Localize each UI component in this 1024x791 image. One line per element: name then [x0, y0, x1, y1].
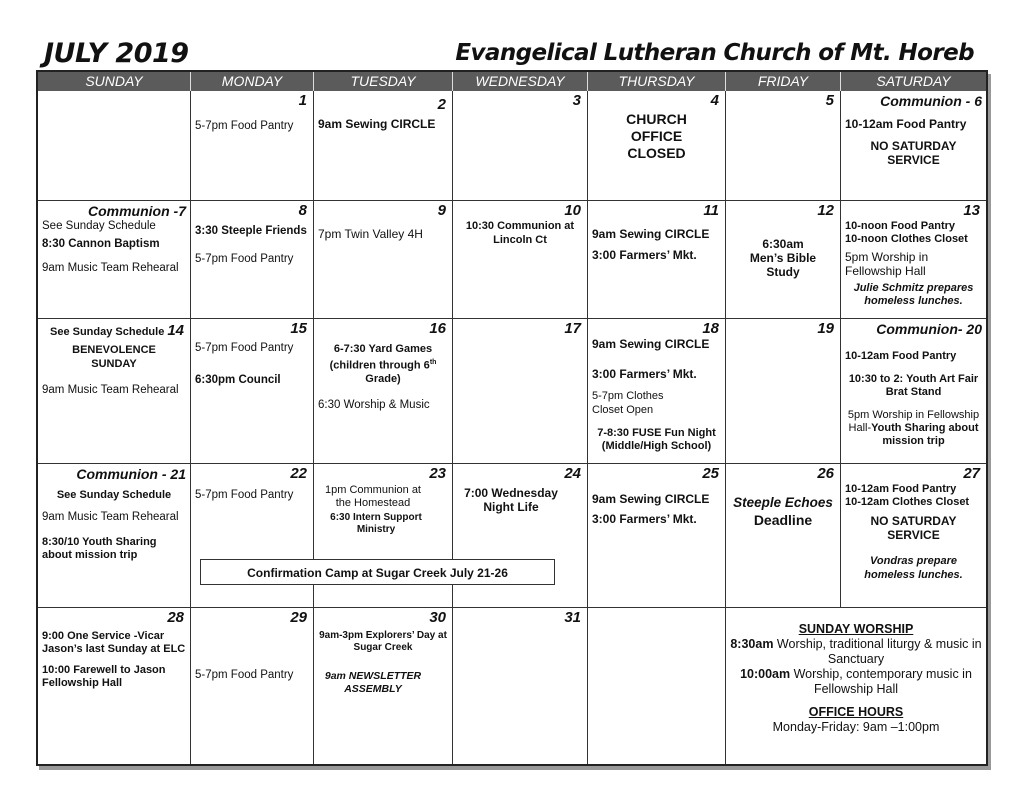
day-number: 31 — [564, 609, 581, 626]
worship-line-2 — [730, 667, 982, 697]
event-text: 10-noon Clothes Closet — [845, 233, 968, 245]
event-text: 7-8:30 FUSE Fun Night (Middle/High School) — [597, 427, 716, 452]
day-cell-7 — [38, 201, 191, 319]
event-text: 10:30 Communion at Lincoln Ct — [465, 220, 575, 246]
event-text: Deadline — [753, 512, 813, 528]
day-number: 5 — [825, 92, 834, 109]
office-hours-heading: OFFICE HOURS — [808, 705, 904, 719]
day-number: 4 — [710, 92, 719, 109]
day-cell-18 — [588, 319, 726, 464]
event-text: 10-12am Food Pantry — [845, 117, 967, 131]
day-number: 27 — [963, 465, 980, 482]
event-text: 6:30 Intern Support Ministry — [330, 512, 422, 535]
day-number: 16 — [429, 320, 446, 337]
event-text: 9am Sewing CIRCLE — [592, 227, 710, 241]
event-text: 5-7pm Food Pantry — [195, 253, 294, 265]
event-text: 9am Sewing CIRCLE — [318, 117, 436, 131]
day-number: 23 — [429, 465, 446, 482]
day-cell-28 — [38, 608, 191, 764]
event-text: 5-7pm Food Pantry — [195, 489, 294, 501]
day-cell-15 — [191, 319, 314, 464]
event-text: 5-7pm Clothes Closet Open — [592, 390, 664, 416]
event-text: 10-12am Food Pantry — [845, 350, 957, 362]
event-text: 8:30 Cannon Baptism — [42, 238, 160, 250]
event-text: 10:00 Farewell to Jason Fellowship Hall — [42, 664, 166, 689]
day-cell-5 — [726, 91, 841, 201]
day-cell-4 — [588, 91, 726, 201]
communion-title: Communion - 6 — [880, 93, 982, 109]
event-text: NO SATURDAY SERVICE — [870, 514, 957, 542]
communion-title: Communion -7 — [88, 203, 186, 219]
day-number: 10 — [564, 202, 581, 219]
info-box — [726, 608, 986, 764]
day-cell-31 — [453, 608, 588, 764]
event-text: 5-7pm Food Pantry — [195, 342, 294, 354]
day-number: 15 — [290, 320, 307, 337]
day-cell-23 — [314, 464, 453, 608]
event-text-part: 6-7:30 Yard Games (children through 6 — [329, 343, 433, 372]
day-cell-6 — [841, 91, 986, 201]
weekday-saturday: SATURDAY — [876, 73, 951, 89]
day-number: 8 — [298, 202, 307, 219]
day-number: 12 — [817, 202, 834, 219]
worship-time: 8:30am — [730, 637, 774, 651]
day-number: 13 — [963, 202, 980, 219]
weekday-header-row — [38, 72, 986, 91]
day-number: 29 — [290, 609, 307, 626]
day-cell-25 — [588, 464, 726, 608]
day-cell-27 — [841, 464, 986, 608]
worship-desc: Worship, contemporary music in Fellowship Hall — [790, 667, 972, 696]
event-text: Steeple Echoes — [733, 495, 833, 510]
event-text: Julie Schmitz prepares homeless lunches. — [853, 282, 974, 307]
event-text: CHURCH OFFICE CLOSED — [626, 111, 687, 161]
church-name-title: Evangelical Lutheran Church of Mt. Horeb — [455, 40, 974, 66]
event-text: 3:00 Farmers’ Mkt. — [592, 248, 697, 262]
weekday-monday: MONDAY — [191, 72, 314, 91]
event-text — [845, 409, 982, 448]
day-cell-14 — [38, 319, 191, 464]
event-text: 7:00 Wednesday Night Life — [464, 486, 558, 514]
event-text: 1pm Communion at the Homestead — [325, 484, 421, 509]
day-cell-17 — [453, 319, 588, 464]
day-cell-24 — [453, 464, 588, 608]
day-cell-12 — [726, 201, 841, 319]
weekday-thursday: THURSDAY — [588, 72, 726, 91]
day-cell-30 — [314, 608, 453, 764]
day-number: 11 — [703, 202, 719, 219]
weekday-wednesday: WEDNESDAY — [453, 72, 588, 91]
weekday-sunday: SUNDAY — [38, 72, 191, 91]
day-cell-10 — [453, 201, 588, 319]
event-text: See Sunday Schedule — [56, 489, 172, 501]
day-cell-21 — [38, 464, 191, 608]
day-number: 14 — [167, 322, 184, 339]
event-text: 10-noon Food Pantry — [845, 220, 955, 232]
day-number: 17 — [564, 320, 581, 337]
ordinal-suffix: th — [429, 359, 437, 366]
sunday-worship-heading: SUNDAY WORSHIP — [798, 622, 914, 636]
event-text: 3:00 Farmers’ Mkt. — [592, 512, 697, 526]
event-text: 10-12am Food Pantry — [845, 483, 957, 495]
day-number: 2 — [437, 96, 446, 113]
day-cell-19 — [726, 319, 841, 464]
day-cell-16 — [314, 319, 453, 464]
office-hours-text: Monday-Friday: 9am –1:00pm — [772, 720, 940, 734]
day-cell-2 — [314, 91, 453, 201]
event-text: 7pm Twin Valley 4H — [318, 227, 423, 241]
weekday-friday: FRIDAY — [726, 72, 841, 91]
event-text: See Sunday Schedule — [42, 220, 156, 232]
day-cell-empty — [588, 608, 726, 764]
communion-title: Communion - 21 — [76, 466, 186, 482]
event-text-part: Youth Sharing about mission trip — [871, 422, 979, 447]
day-cell-1 — [191, 91, 314, 201]
day-cell-22 — [191, 464, 314, 608]
event-text — [318, 343, 448, 386]
calendar-grid — [36, 70, 988, 766]
event-text: 3:30 Steeple Friends — [195, 225, 307, 237]
day-number: 19 — [817, 320, 834, 337]
event-text: 9am Music Team Rehearal — [42, 384, 179, 396]
day-cell-26 — [726, 464, 841, 608]
event-text: 9am Music Team Rehearal — [42, 262, 179, 274]
day-number: 28 — [167, 609, 184, 626]
event-text: 6:30am Men’s Bible Study — [749, 237, 817, 279]
worship-time: 10:00am — [740, 667, 791, 681]
event-text: See Sunday Schedule — [50, 326, 165, 338]
communion-title: Communion- 20 — [876, 321, 982, 337]
event-text: BENEVOLENCE SUNDAY — [72, 344, 156, 370]
event-text: 9am Music Team Rehearal — [42, 511, 179, 523]
event-text: 3:00 Farmers’ Mkt. — [592, 367, 697, 381]
day-cell-empty — [38, 91, 191, 201]
event-text: 10-12am Clothes Closet — [845, 496, 970, 508]
worship-line-1 — [730, 637, 982, 667]
event-text-part: Grade) — [365, 372, 401, 385]
day-number: 18 — [702, 320, 719, 337]
day-number: 3 — [572, 92, 581, 109]
event-text: 6:30pm Council — [195, 374, 281, 386]
day-cell-20 — [841, 319, 986, 464]
event-text: 9am-3pm Explorers’ Day at Sugar Creek — [319, 630, 447, 653]
day-cell-3 — [453, 91, 588, 201]
day-number: 22 — [290, 465, 307, 482]
event-text: 8:30/10 Youth Sharing about mission trip — [42, 536, 157, 561]
weekday-tuesday: TUESDAY — [314, 72, 453, 91]
day-cell-8 — [191, 201, 314, 319]
day-number: 26 — [817, 465, 834, 482]
day-cell-11 — [588, 201, 726, 319]
event-text: 9:00 One Service -Vicar Jason’s last Sunday at ELC — [42, 630, 186, 655]
event-text: 9am Sewing CIRCLE — [592, 492, 710, 506]
event-text: 6:30 Worship & Music — [318, 398, 430, 411]
calendar-month-title: JULY 2019 — [44, 38, 189, 69]
worship-desc: Worship, traditional liturgy & music in Sanctuary — [773, 637, 982, 666]
day-number: 30 — [429, 609, 446, 626]
day-number: 1 — [298, 92, 307, 109]
event-text: Vondras prepare homeless lunches. — [864, 555, 963, 581]
day-number: 9 — [437, 202, 446, 219]
event-text: 5pm Worship in Fellowship Hall — [845, 250, 929, 278]
confirmation-camp-banner: Confirmation Camp at Sugar Creek July 21-26 — [200, 559, 555, 585]
day-cell-13 — [841, 201, 986, 319]
event-text: 9am NEWSLETTER ASSEMBLY — [324, 670, 422, 695]
event-text: 5-7pm Food Pantry — [195, 669, 294, 681]
event-text-part: 5pm Worship in Fellowship Hall- — [847, 409, 980, 434]
event-text: NO SATURDAY SERVICE — [870, 139, 957, 167]
day-number: 24 — [564, 465, 581, 482]
event-text: 5-7pm Food Pantry — [195, 120, 294, 132]
day-cell-9 — [314, 201, 453, 319]
event-text: 9am Sewing CIRCLE — [592, 337, 710, 351]
day-number: 25 — [702, 465, 719, 482]
event-text: 10:30 to 2: Youth Art Fair Brat Stand — [848, 373, 979, 398]
day-cell-29 — [191, 608, 314, 764]
